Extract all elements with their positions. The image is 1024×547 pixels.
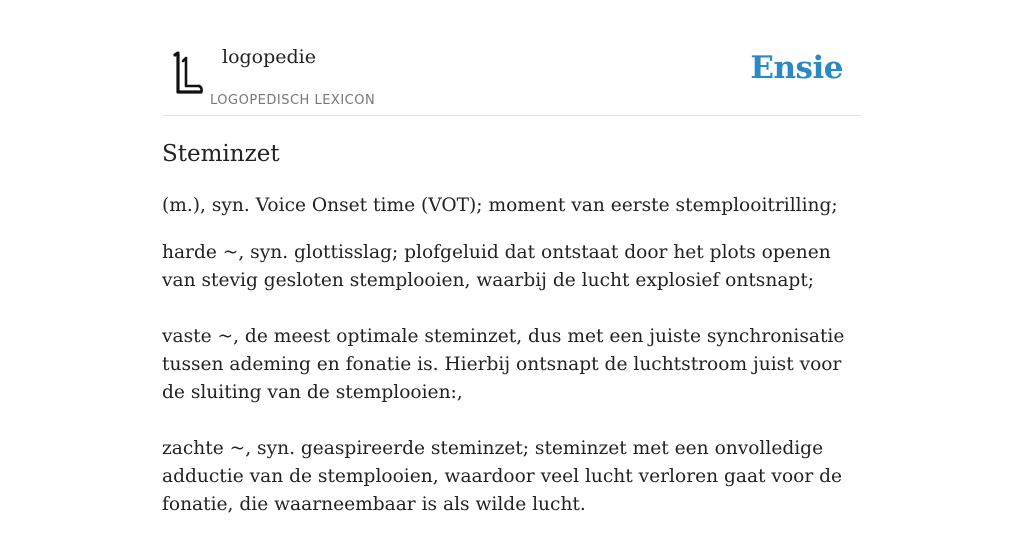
site-title-link[interactable]: logopedie bbox=[222, 46, 317, 68]
page-title: Steminzet bbox=[162, 141, 280, 167]
definition-entry-harde: harde ~, syn. glottisslag; plofgeluid dat ontstaat door het plots openen van stevig gesloten stemplooien, waarbij de lucht explosief ontsnapt; bbox=[162, 242, 831, 291]
definition-entry-vaste: vaste ~, de meest optimale steminzet, dus met een juiste synchronisatie tussen ademing en fonatie is. Hierbij ontsnapt de luchtstroom juist voor de sluiting van de stemplooien:, bbox=[162, 326, 845, 403]
ensie-brand-link[interactable]: Ensie bbox=[750, 50, 843, 86]
page-container bbox=[162, 0, 862, 515]
site-subtitle: LOGOPEDISCH LEXICON bbox=[210, 93, 376, 108]
definition-entry-zachte: zachte ~, syn. geaspireerde steminzet; steminzet met een onvolledige adductie van de stemplooien, waardoor veel lucht verloren gaat voor de fonatie, die waarneembaar is als wilde lucht. bbox=[162, 438, 843, 515]
letter-l-logo-icon[interactable] bbox=[166, 48, 206, 98]
site-header bbox=[162, 0, 862, 116]
definition-lead: (m.), syn. Voice Onset time (VOT); moment van eerste stemplooitrilling; bbox=[162, 195, 838, 216]
definition-body bbox=[162, 192, 862, 547]
